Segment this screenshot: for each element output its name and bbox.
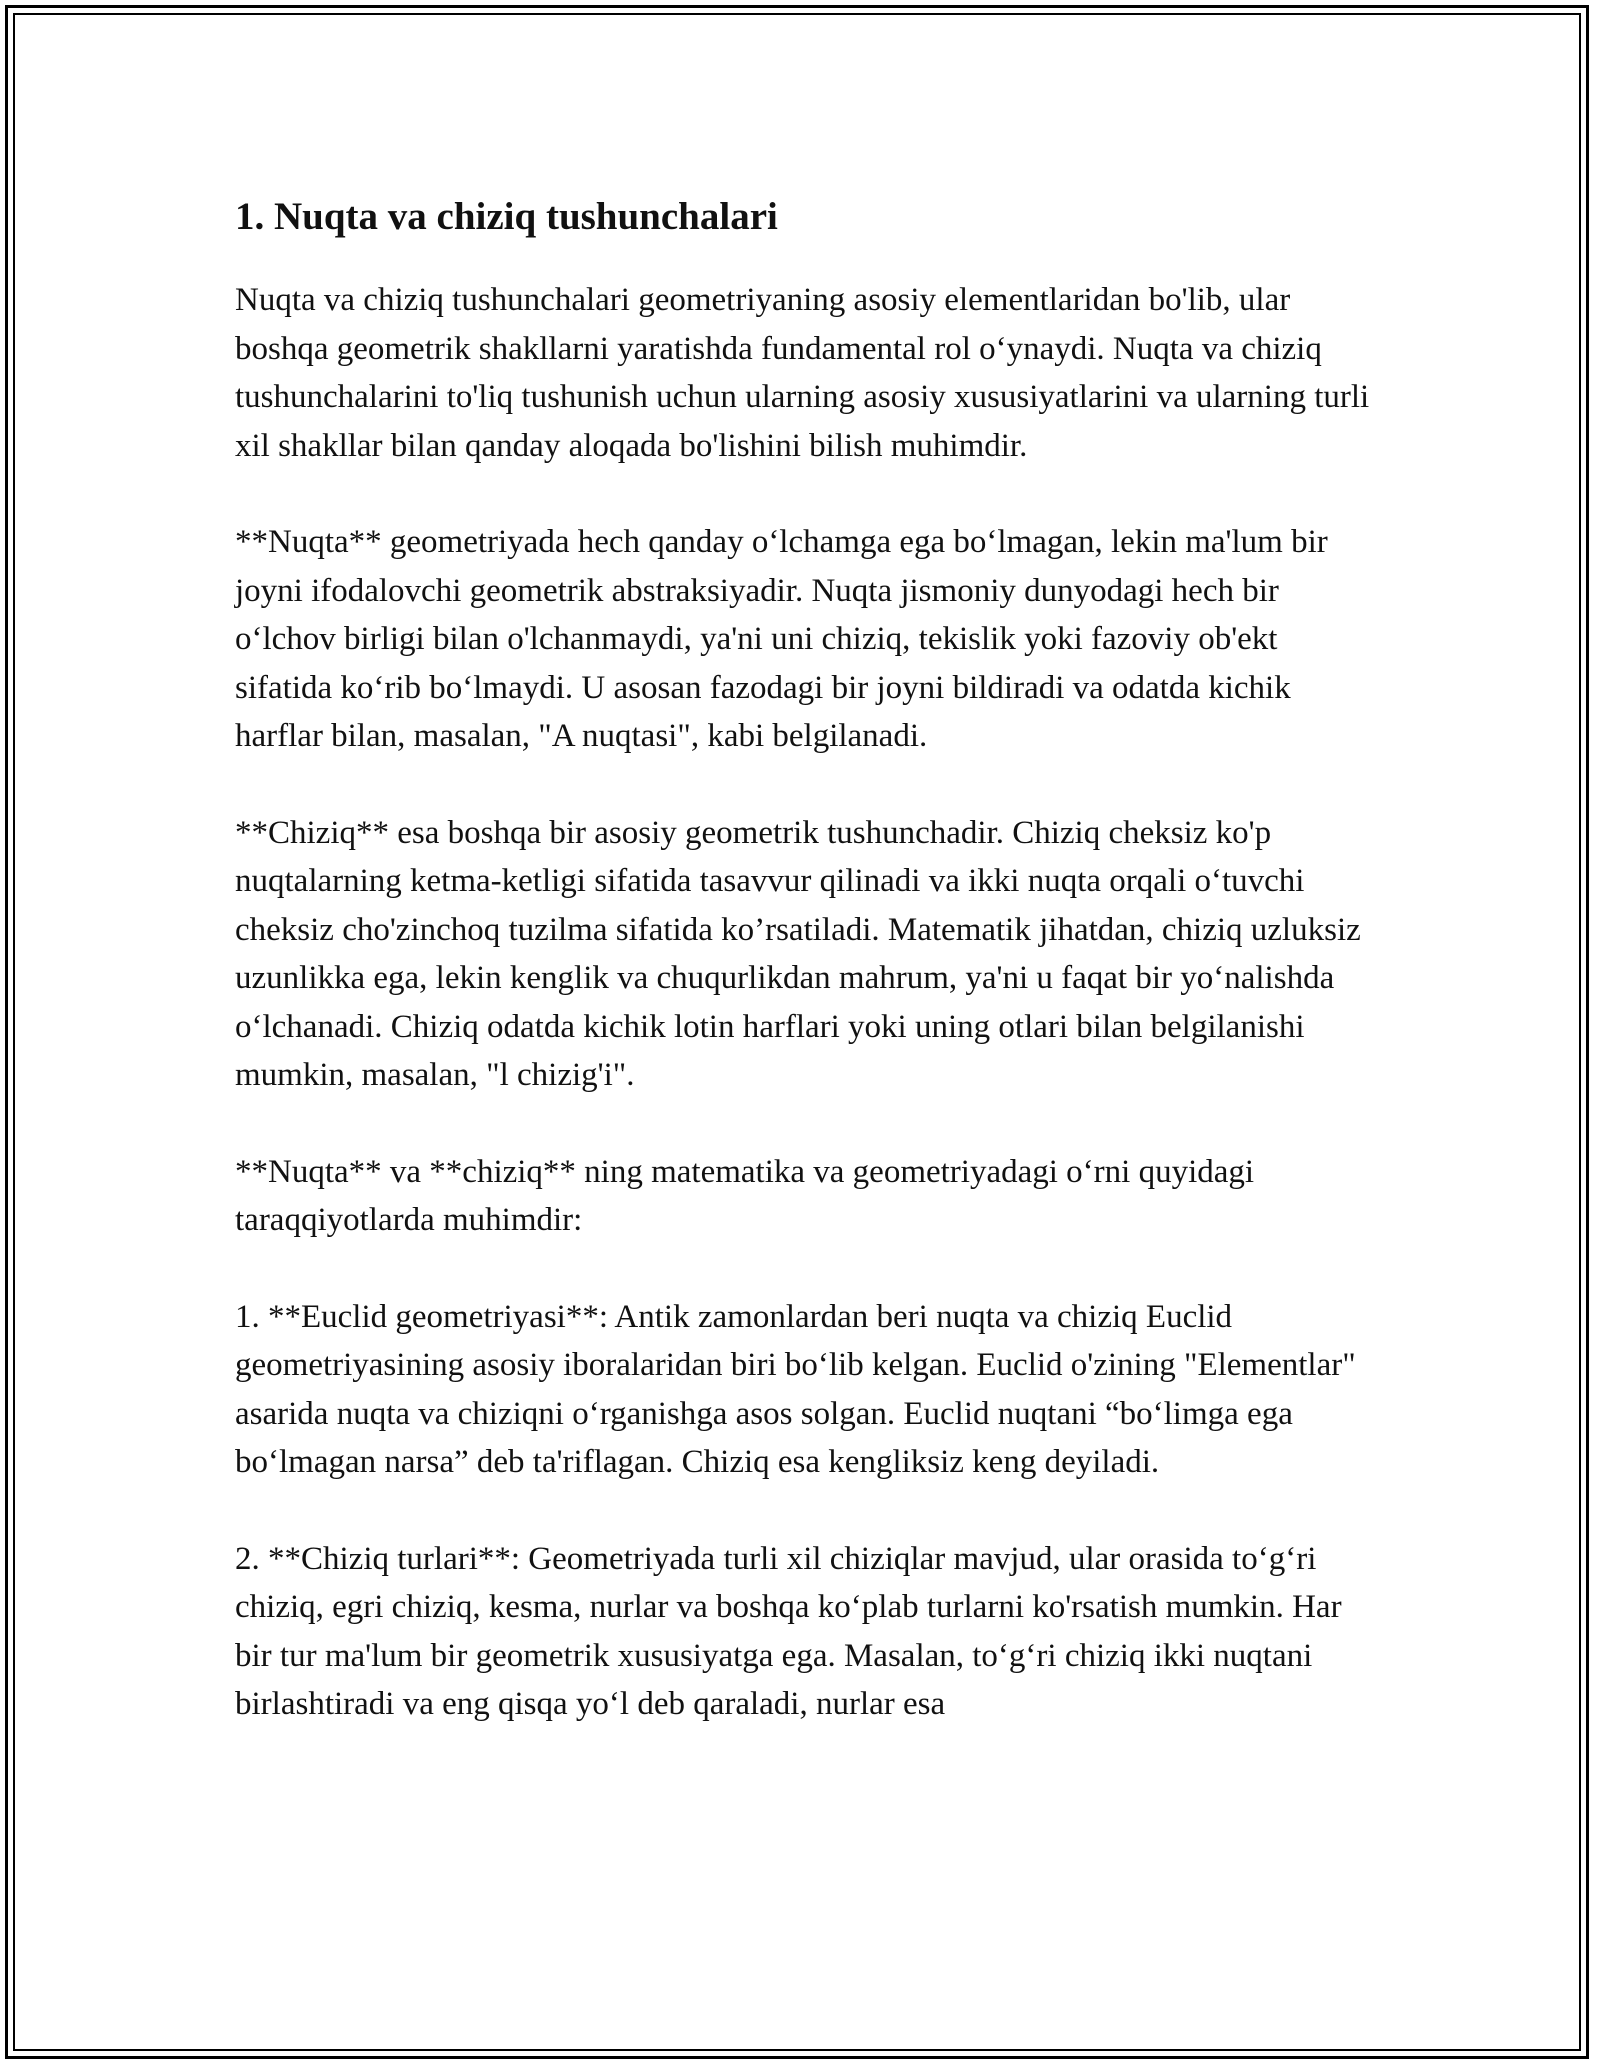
list-item-euclid: 1. **Euclid geometriyasi**: Antik zamonlardan beri nuqta va chiziq Euclid geometriyasining asosiy iboralaridan biri bo‘lib kelgan. Euclid o'zining "Elementlar" asarida nuqta va chiziqni o‘rganishga asos solgan. Euclid nuqtani “bo‘limga ega bo‘lmagan narsa” deb ta'riflagan. Chiziq esa kengliksiz keng deyiladi. <box>235 1298 1356 1480</box>
list-item-chiziq-turlari: 2. **Chiziq turlari**: Geometriyada turli xil chiziqlar mavjud, ular orasida to‘g‘ri chiziq, egri chiziq, kesma, nurlar va boshqa ko‘plab turlarni ko'rsatish mumkin. Har bir tur ma'lum bir geometrik xususiyatga ega. Masalan, to‘g‘ri chiziq ikki nuqtani birlashtiradi va eng qisqa yo‘l deb qaraladi, nurlar esa <box>235 1540 1342 1722</box>
document-title: 1. Nuqta va chiziq tushunchalari <box>235 195 778 238</box>
paragraph-intro: Nuqta va chiziq tushunchalari geometriyaning asosiy elementlaridan bo'lib, ular boshqa geometrik shakllarni yaratishda fundamental rol o‘ynaydi. Nuqta va chiziq tushunchalarini to'liq tushunish uchun ularning asosiy xususiyatlarini va ularning turli xil shakllar bilan qanday aloqada bo'lishini bilish muhimdir. <box>235 282 1370 464</box>
paragraph-nuqta: **Nuqta** geometriyada hech qanday o‘lchamga ega bo‘lmagan, lekin ma'lum bir joyni ifodalovchi geometrik abstraksiyadir. Nuqta jismoniy dunyodagi hech bir o‘lchov birligi bilan o'lchanmaydi, ya'ni uni chiziq, tekislik yoki fazoviy ob'ekt sifatida ko‘rib bo‘lmaydi. U asosan fazodagi bir joyni bildiradi va odatda kichik harflar bilan, masalan, "A nuqtasi", kabi belgilanadi. <box>235 524 1328 754</box>
paragraph-importance: **Nuqta** va **chiziq** ning matematika va geometriyadagi o‘rni quyidagi taraqqiyotlarda muhimdir: <box>235 1153 1255 1238</box>
paragraph-chiziq: **Chiziq** esa boshqa bir asosiy geometrik tushunchadir. Chiziq cheksiz ko'p nuqtalarning ketma-ketligi sifatida tasavvur qilinadi va ikki nuqta orqali o‘tuvchi cheksiz cho'zinchoq tuzilma sifatida ko’rsatiladi. Matematik jihatdan, chiziq uzluksiz uzunlikka ega, lekin kenglik va chuqurlikdan mahrum, ya'ni u faqat bir yo‘nalishda o‘lchanadi. Chiziq odatda kichik lotin harflari yoki uning otlari bilan belgilanishi mumkin, masalan, "l chizig'i". <box>235 814 1361 1093</box>
document-body <box>235 192 1370 1777</box>
